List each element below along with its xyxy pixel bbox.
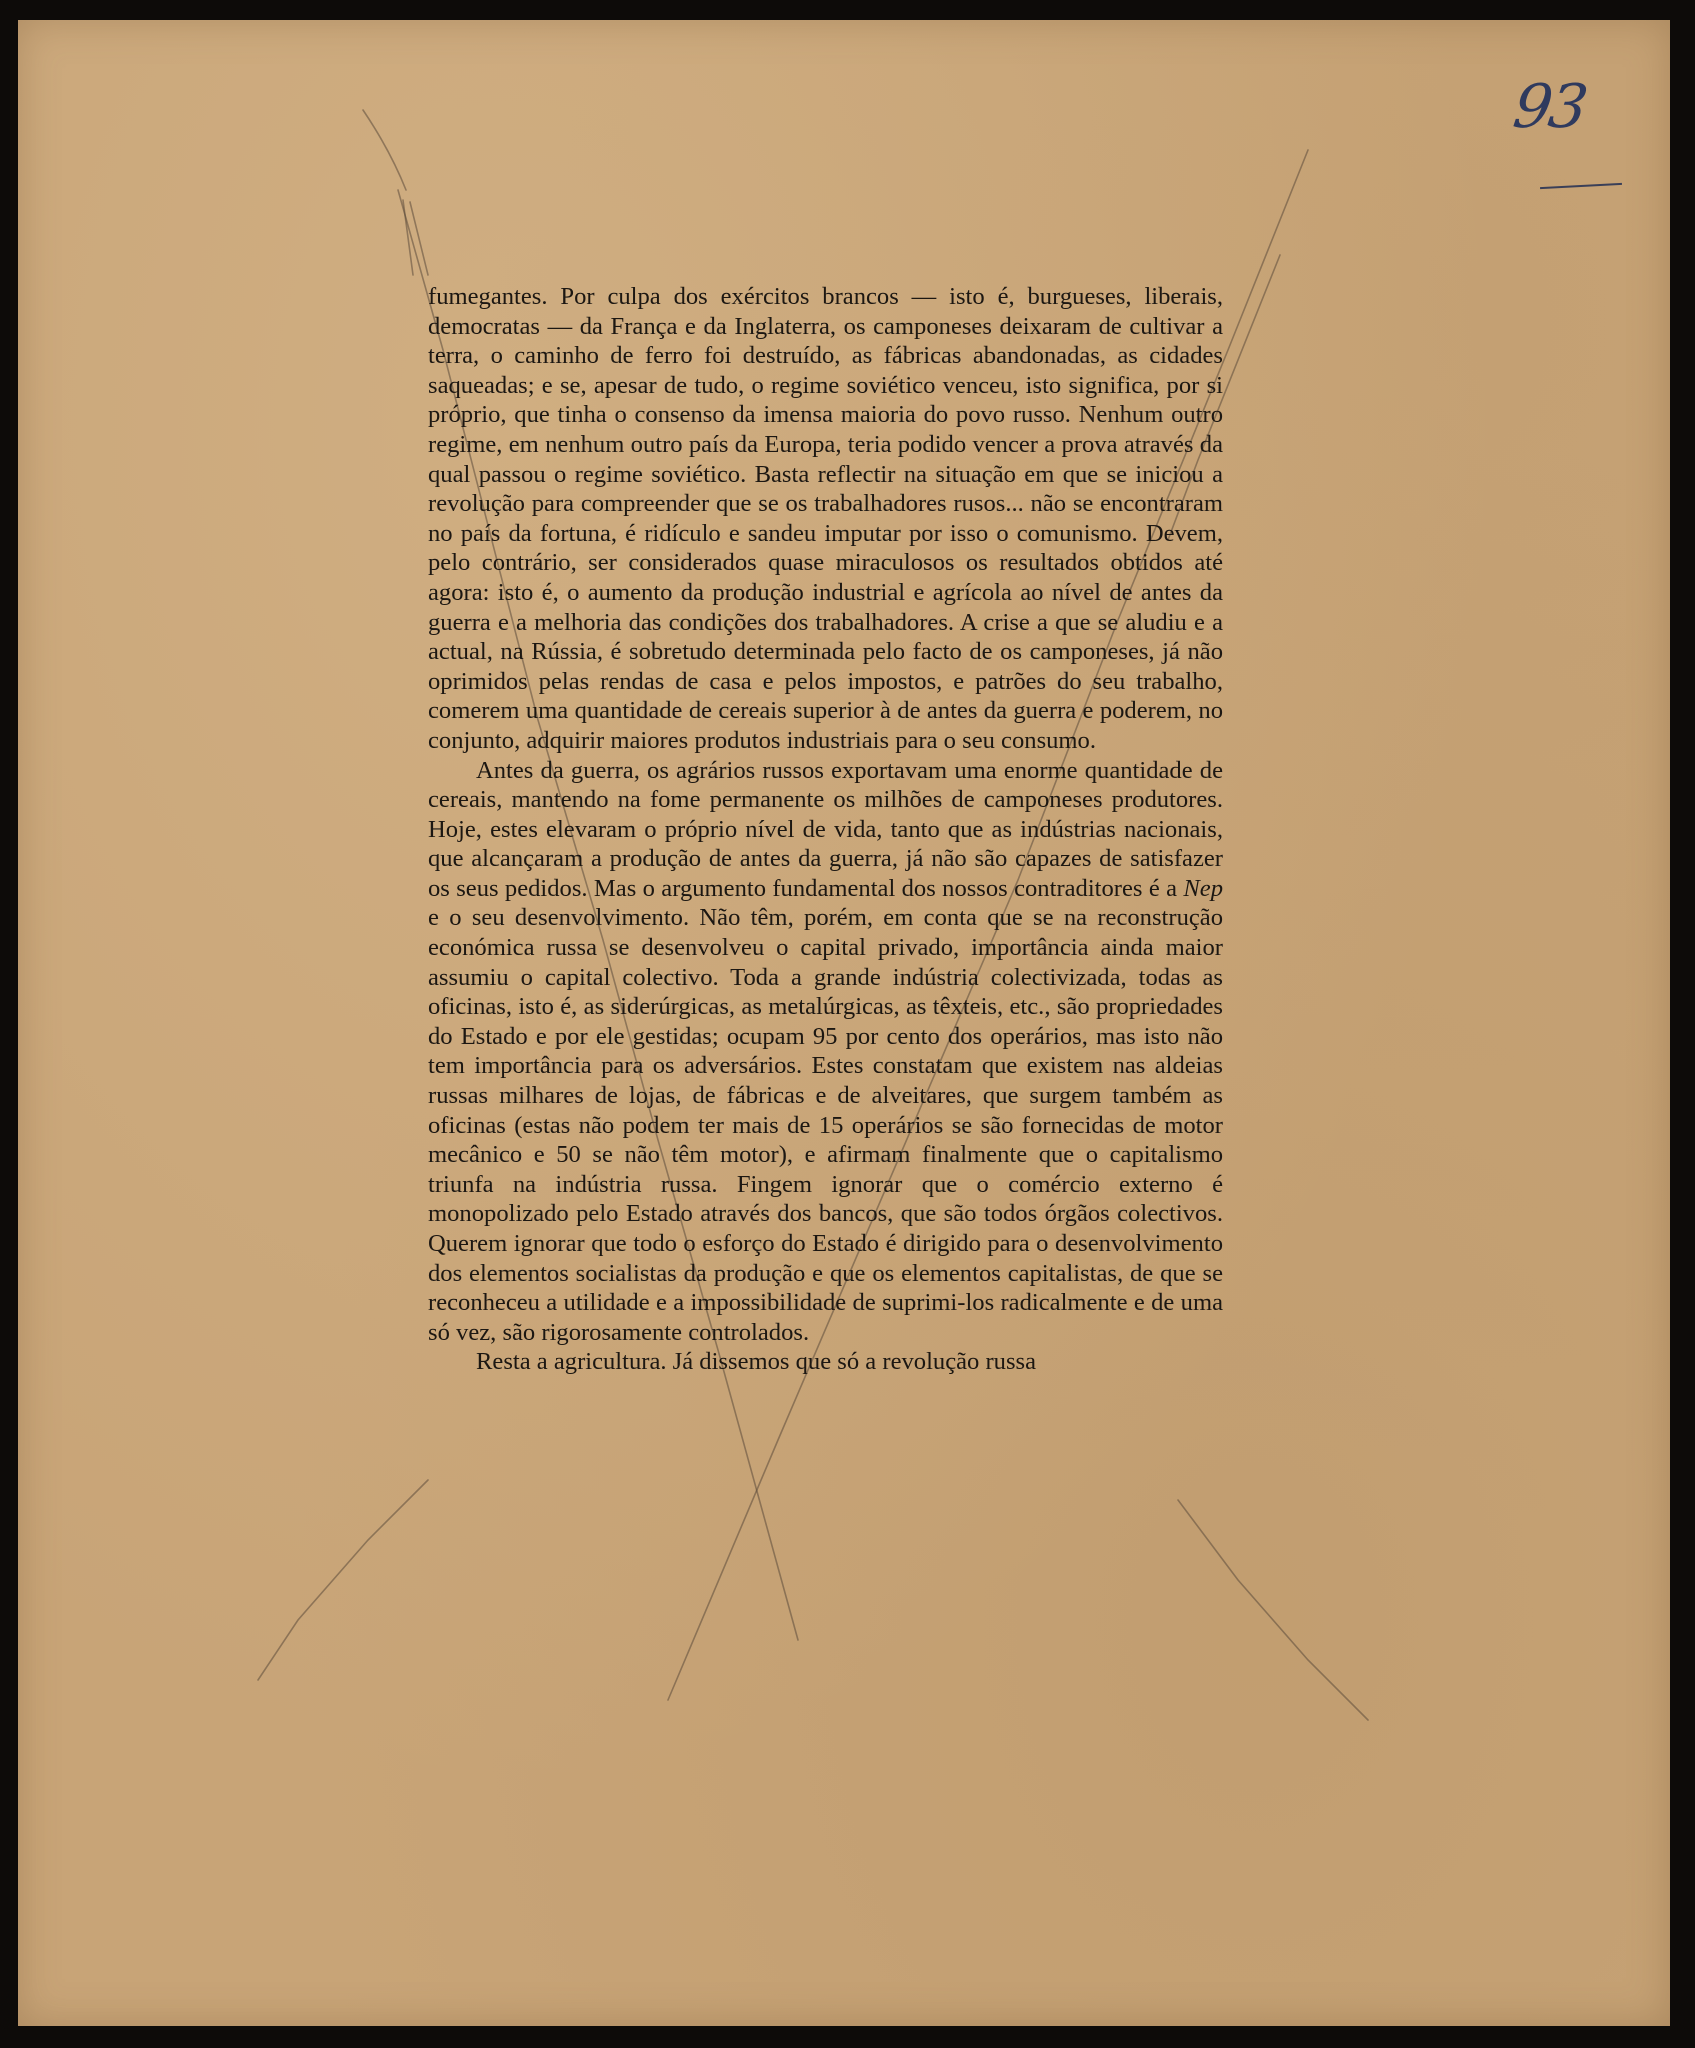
paragraph-3-text: Resta a agricultura. Já dissemos que só a revolução russa: [476, 1348, 1037, 1376]
paragraph-2-text-b: e o seu desenvolvimento. Não têm, porém, em conta que se na reconstrução económica russa se desenvolveu o capital privado, importância ainda maior assumiu o capital colectivo. Toda a grande indústria colectivizada, todas as oficinas, isto é, as siderúrgicas, as metalúrgicas, as têxteis, etc., são propriedades do Estado e por ele gestidas; ocupam 95 por cento dos operários, mas isto não tem importância para os adversários. Estes constatam que existem nas aldeias russas milhares de lojas, de fábricas e de alveitares, que surgem também as oficinas (estas não podem ter mais de 15 operários se são fornecidas de motor mecânico e 50 se não têm motor), e afirmam finalmente que o capitalismo triunfa na indústria russa. Fingem ignorar que o comércio externo é monopolizado pelo Estado através dos bancos, que são todos órgãos colectivos. Querem ignorar que todo o esforço do Estado é dirigido para o desenvolvimento dos elementos socialistas da produção e que os elementos capitalistas, de que se reconheceu a utilidade e a impossibilidade de suprimi-los radicalmente e de uma só vez, são rigorosamente controlados.: [428, 904, 1223, 1346]
article-text: [428, 282, 1223, 1377]
page-number: 93: [1509, 72, 1590, 142]
paragraph-1-text: fumegantes. Por culpa dos exércitos brancos — isto é, burgueses, liberais, democratas — da França e da Inglaterra, os camponeses deixaram de cultivar a terra, o caminho de ferro foi destruído, as fábricas abandonadas, as cidades saqueadas; e se, apesar de tudo, o regime soviético venceu, isto significa, por si próprio, que tinha o consenso da imensa maioria do povo russo. Nenhum outro regime, em nenhum outro país da Europa, teria podido vencer a prova através da qual passou o regime soviético. Basta reflectir na situação em que se iniciou a revolução para compreender que se os trabalhadores rusos... não se encontraram no país da fortuna, é ridículo e sandeu imputar por isso o comunismo. Devem, pelo contrário, ser considerados quase miraculosos os resultados obtidos até agora: isto é, o aumento da produção industrial e agrícola ao nível de antes da guerra e a melhoria das condições dos trabalhadores. A crise a que se aludiu e a actual, na Rússia, é sobretudo determinada pelo facto de os camponeses, já não oprimidos pelas rendas de casa e pelos impostos, e patrões do seu trabalho, comerem uma quantidade de cereais superior à de antes da guerra e poderem, no conjunto, adquirir maiores produtos industriais para o seu consumo.: [428, 283, 1223, 754]
paragraph-3: [428, 1347, 1223, 1377]
pencil-line-bottom-left: [258, 1480, 428, 1680]
paragraph-2-text-a: Antes da guerra, os agrários russos exportavam uma enorme quantidade de cereais, mantendo na fome permanente os milhões de camponeses produtores. Hoje, estes elevaram o próprio nível de vida, tanto que as indústrias nacionais, que alcançaram a produção de antes da guerra, já não são capazes de satisfazer os seus pedidos. Mas o argumento fundamental dos nossos contraditores é a: [428, 756, 1223, 902]
document-page: [18, 20, 1670, 2026]
nep-term: Nep: [1183, 874, 1223, 902]
paragraph-1: [428, 282, 1223, 756]
page-number-underline: [1540, 183, 1622, 189]
paragraph-2: [428, 756, 1223, 1348]
pencil-line-top-curve: [363, 110, 406, 190]
pencil-line-bottom-right: [1178, 1500, 1368, 1720]
pencil-line-left-edge: [403, 200, 428, 275]
